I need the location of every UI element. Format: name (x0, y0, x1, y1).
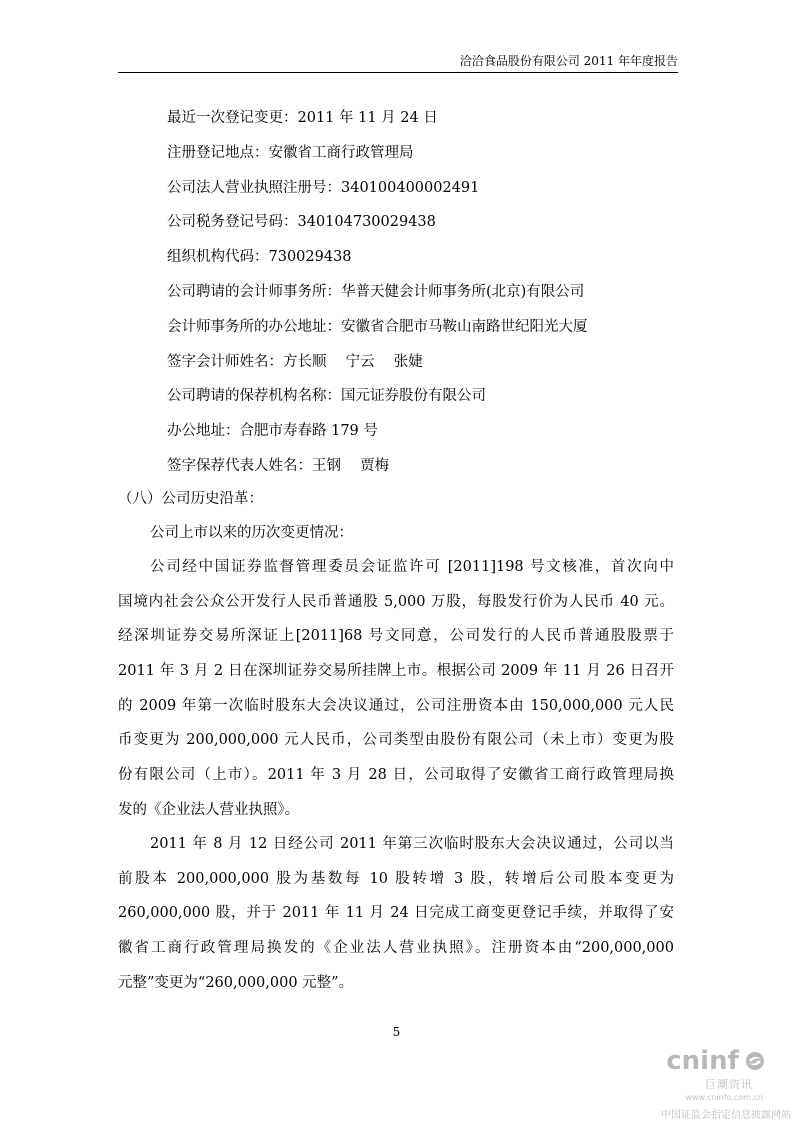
paragraph-line: 2011 年 3 月 2 日在深圳证券交易所挂牌上市。根据公司 2009 年 11 月 26 日召开 (118, 663, 674, 680)
header-divider (118, 72, 678, 73)
cninfo-swirl-icon (745, 1051, 765, 1071)
cninfo-logo-text: cninf (666, 1046, 739, 1076)
paragraph-line: 前股本 200,000,000 股为基数每 10 股转增 3 股，转增后公司股本变更为 (118, 870, 674, 887)
info-item-sponsor-representatives: 签字保荐代表人姓名：王钢 贾梅 (167, 457, 390, 474)
info-item-tax-number: 公司税务登记号码：340104730029438 (167, 214, 436, 231)
cninfo-url: www.cninfo.com.cn (685, 1093, 763, 1102)
history-paragraph-2 (118, 832, 674, 1005)
info-item-sponsor: 公司聘请的保荐机构名称：国元证券股份有限公司 (167, 388, 486, 405)
paragraph-line: 260,000,000 股，并于 2011 年 11 月 24 日完成工商变更登记手续，并取得了安 (118, 905, 674, 922)
info-item-registration-change: 最近一次登记变更：2011 年 11 月 24 日 (167, 110, 438, 126)
info-item-business-license: 公司法人营业执照注册号：340100400002491 (167, 179, 480, 196)
info-item-accounting-firm: 公司聘请的会计师事务所：华普天健会计师事务所(北京)有限公司 (167, 283, 585, 300)
cninfo-watermark (643, 1040, 793, 1122)
paragraph-line: 币变更为 200,000,000 元人民币，公司类型由股份有限公司（未上市）变更为股 (118, 732, 674, 749)
page-number: 5 (392, 1025, 401, 1039)
cninfo-tagline: 中国证监会指定信息披露网站 (661, 1110, 791, 1121)
info-item-sponsor-address: 办公地址：合肥市寿春路 179 号 (167, 423, 378, 440)
info-item-org-code: 组织机构代码：730029438 (167, 249, 352, 266)
report-header-title: 洽洽食品股份有限公司 2011 年年度报告 (459, 54, 678, 68)
paragraph-line: 经深圳证券交易所深证上[2011]68 号文同意，公司发行的人民币普通股股票于 (118, 628, 674, 645)
company-info-list (167, 106, 588, 489)
cninfo-logo (666, 1046, 765, 1076)
section-title-history: （八）公司历史沿革： (118, 491, 263, 507)
info-item-accounting-firm-address: 会计师事务所的办公地址：安徽省合肥市马鞍山南路世纪阳光大厦 (167, 318, 588, 335)
paragraph-line: 公司经中国证券监督管理委员会证监许可 [2011]198 号文核准，首次向中 (150, 559, 674, 575)
paragraph-line: 徽省工商行政管理局换发的《企业法人营业执照》。注册资本由“200,000,000 (118, 940, 674, 957)
paragraph-line: 元整”变更为“260,000,000 元整”。 (118, 974, 354, 991)
section-intro: 公司上市以来的历次变更情况： (150, 525, 353, 541)
cninfo-brand-cn: 巨潮资讯 (705, 1078, 753, 1091)
info-item-registration-place: 注册登记地点：安徽省工商行政管理局 (167, 144, 414, 161)
paragraph-line: 国境内社会公众公开发行人民币普通股 5,000 万股，每股发行价为人民币 40 元。 (118, 593, 674, 610)
paragraph-line: 发的《企业法人营业执照》。 (118, 801, 300, 818)
paragraph-line: 2011 年 8 月 12 日经公司 2011 年第三次临时股东大会决议通过，公司以当 (150, 836, 674, 852)
paragraph-line: 的 2009 年第一次临时股东大会决议通过，公司注册资本由 150,000,000 元人民 (118, 697, 674, 714)
info-item-signing-accountants: 签字会计师姓名：方长顺 宁云 张婕 (167, 353, 423, 370)
history-paragraph-1 (118, 555, 674, 833)
paragraph-line: 份有限公司（上市）。2011 年 3 月 28 日，公司取得了安徽省工商行政管理局换 (118, 767, 674, 784)
